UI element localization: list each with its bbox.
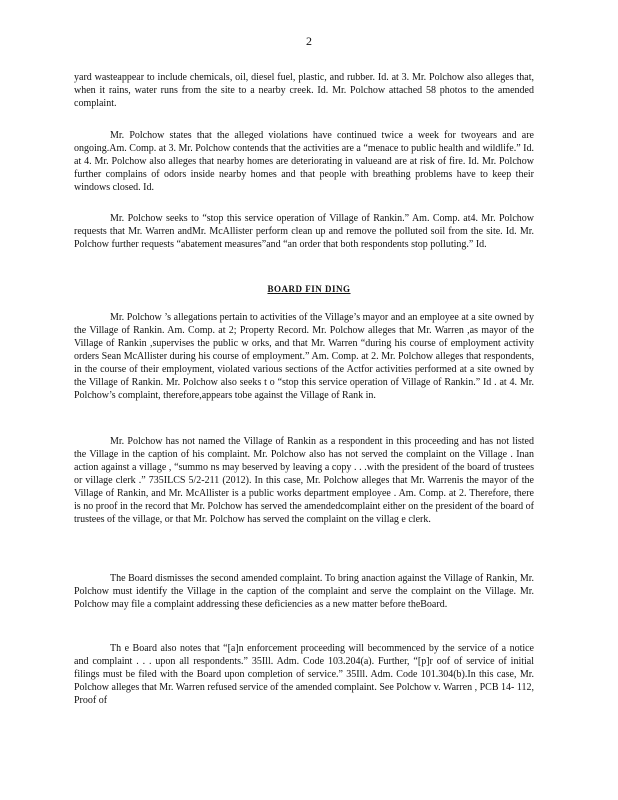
paragraph-6: The Board dismisses the second amended complaint. To bring anaction against the Village of Rankin, Mr. Polchow must identify the Village in the caption of the complaint and serve the complaint on the Village. Mr. Polchow may file a complaint addressing these deficiencies as a new matter before theBoard. (74, 573, 534, 610)
section-heading: BOARD FIN DING (267, 284, 351, 294)
paragraph-4: Mr. Polchow ’s allegations pertain to activities of the Village’s mayor and an employee at a site owned by the Village of Rankin. Am. Comp. at 2; Property Record. Mr. Polchow alleges that Mr. Warren ,as mayor of the Village of Rankin ,supervises the public w orks, and that Mr. Warren “during his course of employment activity orders Sean McAllister during his course of employment.” Am. Comp. at 2. Mr. Polchow alleges that respondents, in the course of their employment, violated various sections of the Actfor activities performed at a site owned by the Village of Rankin. Mr. Polchow also seeks t o “stop this service operation of Village of Rankin.” Id . at 4. Mr. Polchow’s complaint, therefore,appears tobe against the Village of Rank in. (74, 312, 534, 401)
paragraph-5: Mr. Polchow has not named the Village of Rankin as a respondent in this proceeding and has not listed the Village in the caption of his complaint. Mr. Polchow also has not served the complaint on the Village . Inan action against a village , “summo ns may beserved by leaving a copy . . .with the president of the board of trustees or village clerk .” 735ILCS 5/2-211 (2012). In this case, Mr. Polchow alleges that Mr. Warrenis the mayor of the Village of Rankin, and Mr. McAllister is a public works department employee . Am. Comp. at 2. Therefore, there is no proof in the record that Mr. Polchow has served the amendedcomplaint either on the president of the board of trustees of the village, or that Mr. Polchow has served the complaint on the villag e clerk. (74, 436, 534, 525)
page-number: 2 (306, 34, 312, 48)
paragraph-1: yard wasteappear to include chemicals, oil, diesel fuel, plastic, and rubber. Id. at 3. Mr. Polchow also alleges that, when it rains, water runs from the site to a nearby creek. Id. Mr. Polchow attached 58 photos to the amended complaint. (74, 72, 534, 109)
paragraph-3: Mr. Polchow seeks to “stop this service operation of Village of Rankin.” Am. Comp. at4. Mr. Polchow requests that Mr. Warren andMr. McAllister perform clean up and remove the polluted soil from the site. Id. Mr. Polchow further requests “abatement measures”and “an order that both respondents stop polluting.” Id. (74, 213, 534, 250)
paragraph-7: Th e Board also notes that “[a]n enforcement proceeding will becommenced by the service of a notice and complaint . . . upon all respondents.” 35Ill. Adm. Code 103.204(a). Further, “[p]r oof of service of initial filings must be filed with the Board upon completion of service.” 35Ill. Adm. Code 101.304(b).In this case, Mr. Polchow alleges that Mr. Warren refused service of the amended complaint. See Polchow v. Warren , PCB 14- 112, Proof of (74, 643, 534, 706)
paragraph-2: Mr. Polchow states that the alleged violations have continued twice a week for twoyears and are ongoing.Am. Comp. at 3. Mr. Polchow contends that the activities are a “menace to public health and wildlife.” Id. at 4. Mr. Polchow also alleges that nearby homes are deteriorating in valueand are at risk of fire. Id. Mr. Polchow further complains of odors inside nearby homes and that people with breathing problems have to keep their windows closed. Id. (74, 130, 534, 193)
